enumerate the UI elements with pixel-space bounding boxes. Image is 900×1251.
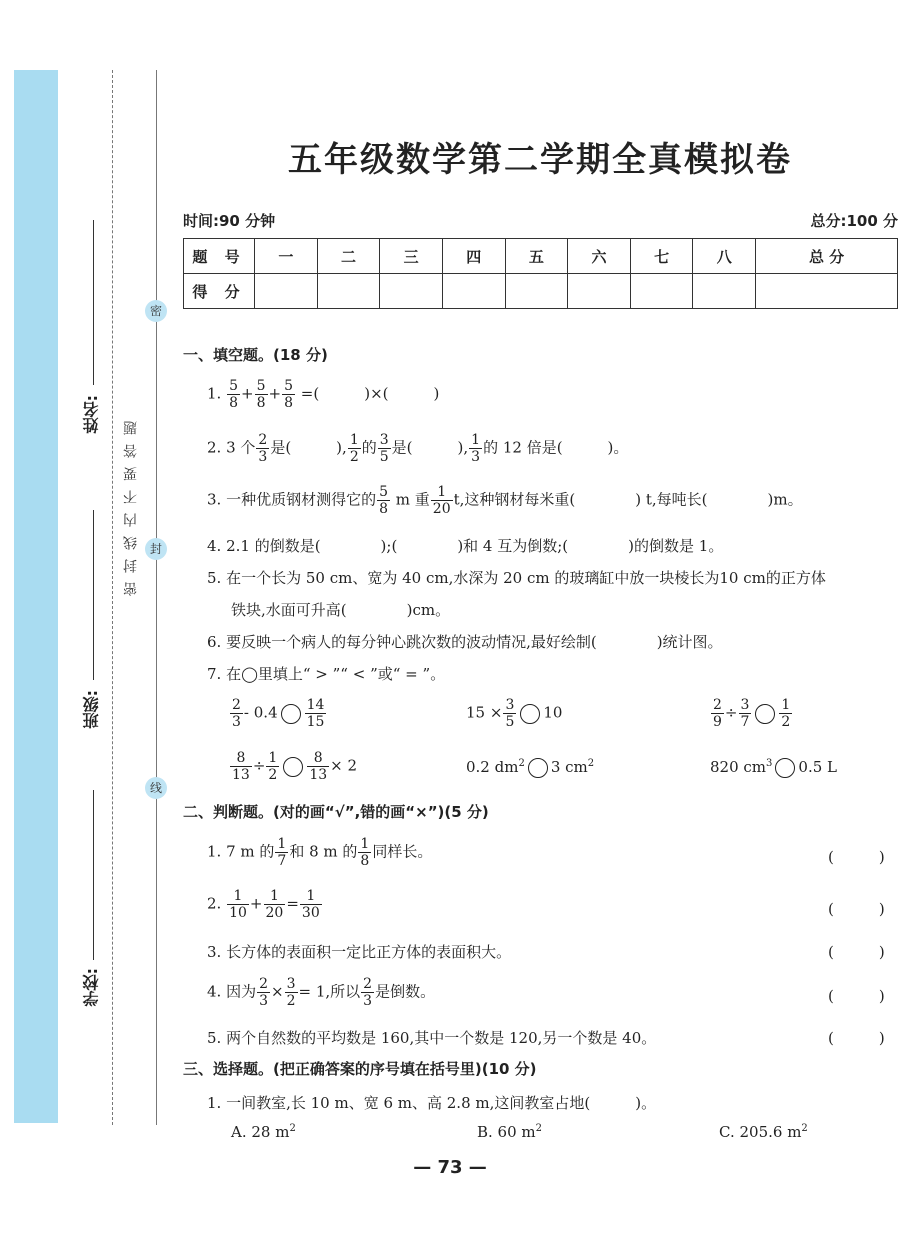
score-cell[interactable]	[380, 274, 443, 309]
s1-q4[interactable]: 4. 2.1 的倒数是( );( )和 4 互为倒数;( )的倒数是 1。	[207, 537, 724, 555]
answer-paren[interactable]: ( )	[828, 848, 885, 866]
score-cell[interactable]	[317, 274, 380, 309]
seal-warning: 密封线内不要答题	[123, 412, 139, 596]
section1-heading: 一、填空题。(18 分)	[183, 346, 328, 364]
class-label: 班级:	[82, 690, 101, 729]
fraction: $\frac{2}{3}$	[258, 432, 268, 465]
score-table-score-row	[184, 274, 898, 309]
score-header-cell: 三	[380, 239, 443, 274]
score-header-cell: 四	[442, 239, 505, 274]
time-limit: 时间:90 分钟	[183, 212, 276, 230]
fraction: $\frac{1}{3}$	[471, 432, 481, 465]
compare-item: $\frac{2}{9}$ ÷ $\frac{3}{7}$ $\frac{1}{2}$	[713, 697, 791, 730]
compare-circle[interactable]	[755, 704, 775, 724]
fraction: $\frac{5}{8}$	[379, 484, 389, 517]
score-cell[interactable]	[630, 274, 693, 309]
s1-q5-line1: 5. 在一个长为 50 cm、宽为 40 cm,水深为 20 cm 的玻璃缸中放一块棱长为10 cm的正方体	[207, 569, 826, 587]
page-number: — 73 —	[413, 1157, 487, 1178]
score-header-cell: 七	[630, 239, 693, 274]
score-cell[interactable]	[756, 274, 898, 309]
fraction: $\frac{5}{8}$	[256, 378, 266, 411]
answer-paren[interactable]: ( )	[828, 943, 885, 961]
score-header-cell: 五	[505, 239, 568, 274]
score-cell[interactable]	[442, 274, 505, 309]
s1-q2: 2. 3 个 $\frac{2}{3}$ 是( ), $\frac{1}{2}$ 的 $\frac{3}{5}$ 是( ), $\frac{1}{3}$ 的 12 倍是( )。	[207, 432, 629, 465]
seal-solid-line	[156, 70, 157, 1125]
seal-feng: 封	[145, 538, 167, 560]
compare-item: 820 $cm^3$ 0.5 L	[710, 758, 837, 776]
score-cell[interactable]	[693, 274, 756, 309]
score-table	[183, 238, 898, 309]
school-line	[93, 790, 94, 960]
score-header-cell: 总 分	[756, 239, 898, 274]
s2-q3: 3. 长方体的表面积一定比正方体的表面积大。	[207, 943, 512, 961]
compare-circle[interactable]	[520, 704, 540, 724]
score-header-cell: 八	[693, 239, 756, 274]
seal-xian: 线	[145, 777, 167, 799]
choice-a[interactable]: A. 28 $m^2$	[231, 1123, 296, 1141]
total-score: 总分:100 分	[810, 212, 898, 230]
compare-circle[interactable]	[528, 758, 548, 778]
s1-q1: 1. $\frac{5}{8}$ + $\frac{5}{8}$ + $\frac{5}{8}$ =( )×( )	[207, 378, 440, 411]
seal-dash-line	[112, 70, 113, 1125]
score-row-label: 得 分	[184, 274, 255, 309]
score-cell[interactable]	[255, 274, 318, 309]
score-header-cell: 题 号	[184, 239, 255, 274]
q3-blank[interactable]: t,这种钢材每米重( ) t,每吨长( )m。	[453, 490, 803, 509]
s1-q5-line2[interactable]: 铁块,水面可升高( )cm。	[231, 601, 451, 619]
compare-item: $\frac{8}{13}$ ÷ $\frac{1}{2}$ $\frac{8}{13}$ × 2	[232, 750, 358, 783]
q2-blank[interactable]: 是( ),	[391, 438, 469, 457]
seal-mi: 密	[145, 300, 167, 322]
school-label: 学校:	[82, 968, 101, 1007]
s2-q1: 1. 7 m 的 $\frac{1}{7}$ 和 8 m 的 $\frac{1}{8}$ 同样长。	[207, 836, 433, 869]
answer-paren[interactable]: ( )	[828, 1029, 885, 1047]
score-header-cell: 二	[317, 239, 380, 274]
fraction: $\frac{5}{8}$	[284, 378, 294, 411]
exam-title: 五年级数学第二学期全真模拟卷	[288, 140, 792, 180]
section3-heading: 三、选择题。(把正确答案的序号填在括号里)(10 分)	[183, 1060, 537, 1078]
name-label: 姓名:	[82, 395, 101, 434]
section2-heading: 二、判断题。(对的画“√”,错的画“×”)(5 分)	[183, 803, 489, 821]
answer-paren[interactable]: ( )	[828, 900, 885, 918]
score-cell[interactable]	[505, 274, 568, 309]
name-line	[93, 220, 94, 385]
s1-q3: 3. 一种优质钢材测得它的 $\frac{5}{8}$ m 重 $\frac{1}{20}$ t,这种钢材每米重( ) t,每吨长( )m。	[207, 484, 803, 517]
s2-q2: 2. $\frac{1}{10}$ + $\frac{1}{20}$ = $\frac{1}{30}$	[207, 888, 320, 921]
compare-item: 15 × $\frac{3}{5}$ 10	[466, 697, 563, 730]
fraction: $\frac{5}{8}$	[229, 378, 239, 411]
score-header-cell: 一	[255, 239, 318, 274]
score-header-cell: 六	[568, 239, 631, 274]
fraction: $\frac{1}{20}$	[432, 484, 451, 517]
fraction: $\frac{1}{2}$	[349, 432, 359, 465]
q2-blank[interactable]: 是( ),	[270, 438, 347, 457]
score-table-header-row	[184, 239, 898, 274]
binding-strip	[14, 70, 58, 1123]
compare-circle[interactable]	[283, 757, 303, 777]
q-num: 1.	[207, 384, 222, 403]
compare-circle[interactable]	[775, 758, 795, 778]
choice-b[interactable]: B. 60 $m^2$	[477, 1123, 543, 1141]
compare-item: $\frac{2}{3}$ - 0.4 $\frac{14}{15}$	[232, 697, 325, 730]
s1-q7: 7. 在◯里填上“ > ”“ < ”或“ = ”。	[207, 665, 446, 683]
q1-blank[interactable]: =( )×( )	[300, 384, 440, 403]
compare-circle[interactable]	[281, 704, 301, 724]
s2-q4: 4. 因为 $\frac{2}{3}$ × $\frac{3}{2}$ = 1,所以 $\frac{2}{3}$ 是倒数。	[207, 976, 436, 1009]
choice-c[interactable]: C. 205.6 $m^2$	[719, 1123, 808, 1141]
score-cell[interactable]	[568, 274, 631, 309]
s1-q6[interactable]: 6. 要反映一个病人的每分钟心跳次数的波动情况,最好绘制( )统计图。	[207, 633, 723, 651]
compare-item: 0.2 $dm^2$ 3 $cm^2$	[466, 758, 595, 776]
s2-q5: 5. 两个自然数的平均数是 160,其中一个数是 120,另一个数是 40。	[207, 1029, 657, 1047]
fraction: $\frac{3}{5}$	[379, 432, 389, 465]
s3-q1[interactable]: 1. 一间教室,长 10 m、宽 6 m、高 2.8 m,这间教室占地( )。	[207, 1094, 657, 1112]
class-line	[93, 510, 94, 680]
answer-paren[interactable]: ( )	[828, 987, 885, 1005]
q2-blank[interactable]: 的 12 倍是( )。	[483, 438, 629, 457]
